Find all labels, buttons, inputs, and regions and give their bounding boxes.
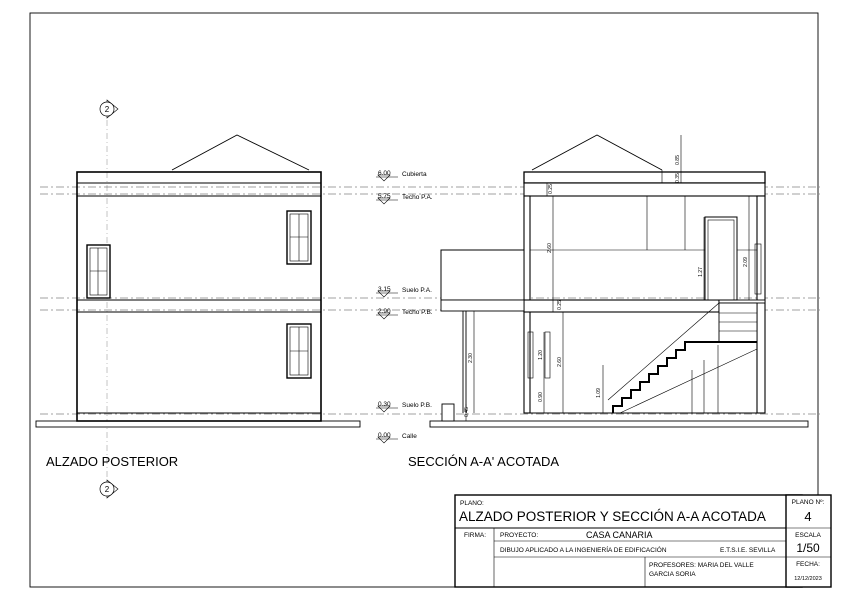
svg-text:1.20: 1.20	[538, 350, 544, 360]
svg-text:2.60: 2.60	[557, 357, 563, 367]
grid-axis-bottom-label: 2	[104, 485, 110, 494]
svg-text:2.30: 2.30	[468, 353, 474, 363]
level-techo-pa	[376, 193, 433, 204]
plano-number-label: PLANO Nº:	[791, 499, 825, 506]
level-markers	[376, 170, 433, 443]
level-cubierta	[376, 170, 427, 181]
svg-text:5.75: 5.75	[378, 193, 391, 200]
level-calle	[376, 432, 417, 443]
svg-text:3.15: 3.15	[378, 286, 391, 293]
profesores-line2: GARCIA SORIA	[649, 571, 696, 578]
svg-text:Cubierta: Cubierta	[402, 171, 427, 178]
fecha-value: 12/12/2023	[794, 576, 822, 582]
window-upper-right	[287, 211, 311, 264]
window-lower-right	[287, 324, 311, 378]
school-name: E.T.S.I.E. SEVILLA	[720, 547, 776, 554]
window-upper-left	[87, 245, 110, 298]
plano-label: PLANO:	[460, 500, 484, 507]
svg-text:0.45: 0.45	[464, 407, 470, 417]
escala-value: 1/50	[796, 541, 820, 555]
plano-number: 4	[804, 509, 812, 524]
proyecto-label: PROYECTO:	[500, 532, 539, 539]
svg-text:0.00: 0.00	[378, 432, 391, 439]
svg-text:2.09: 2.09	[743, 257, 749, 267]
svg-text:Suelo P.B.: Suelo P.B.	[402, 402, 432, 409]
svg-text:0.30: 0.30	[378, 401, 391, 408]
svg-text:0.25: 0.25	[548, 184, 554, 194]
svg-text:1.27: 1.27	[698, 267, 704, 277]
svg-text:0.85: 0.85	[675, 155, 681, 165]
svg-text:0.25: 0.25	[557, 300, 563, 310]
grid-axis-top-marker	[100, 100, 118, 118]
svg-text:0.90: 0.90	[538, 392, 544, 402]
firma-label: FIRMA:	[464, 532, 487, 539]
svg-text:6.00: 6.00	[378, 170, 391, 177]
elevation-title: ALZADO POSTERIOR	[46, 454, 179, 469]
svg-text:Techo P.B.: Techo P.B.	[402, 309, 433, 316]
level-suelo-pb	[376, 401, 432, 412]
svg-text:Techo P.A.: Techo P.A.	[402, 194, 433, 201]
profesores-line1: PROFESORES: MARIA DEL VALLE	[649, 562, 754, 569]
grid-axis-top-label: 2	[104, 105, 110, 114]
svg-text:Calle: Calle	[402, 433, 417, 440]
level-suelo-pa	[376, 286, 432, 297]
plano-title: ALZADO POSTERIOR Y SECCIÓN A-A ACOTADA	[459, 509, 766, 524]
section-drawing	[430, 135, 808, 427]
elevation-drawing	[36, 135, 360, 469]
level-techo-pb	[376, 308, 433, 319]
course-name: DIBUJO APLICADO A LA INGENIERÍA DE EDIFICACIÓN	[500, 547, 667, 554]
proyecto-name: CASA CANARIA	[586, 530, 653, 540]
staircase	[613, 342, 757, 413]
svg-text:1.09: 1.09	[596, 388, 602, 398]
escala-label: ESCALA	[795, 532, 821, 539]
svg-text:0.35: 0.35	[675, 173, 681, 183]
grid-axis-bottom-marker	[100, 480, 118, 498]
section-title: SECCIÓN A-A' ACOTADA	[408, 454, 560, 469]
svg-text:2.60: 2.60	[547, 243, 553, 253]
svg-text:Suelo P.A.: Suelo P.A.	[402, 287, 432, 294]
fecha-label: FECHA:	[796, 561, 820, 568]
svg-text:2.90: 2.90	[378, 308, 391, 315]
